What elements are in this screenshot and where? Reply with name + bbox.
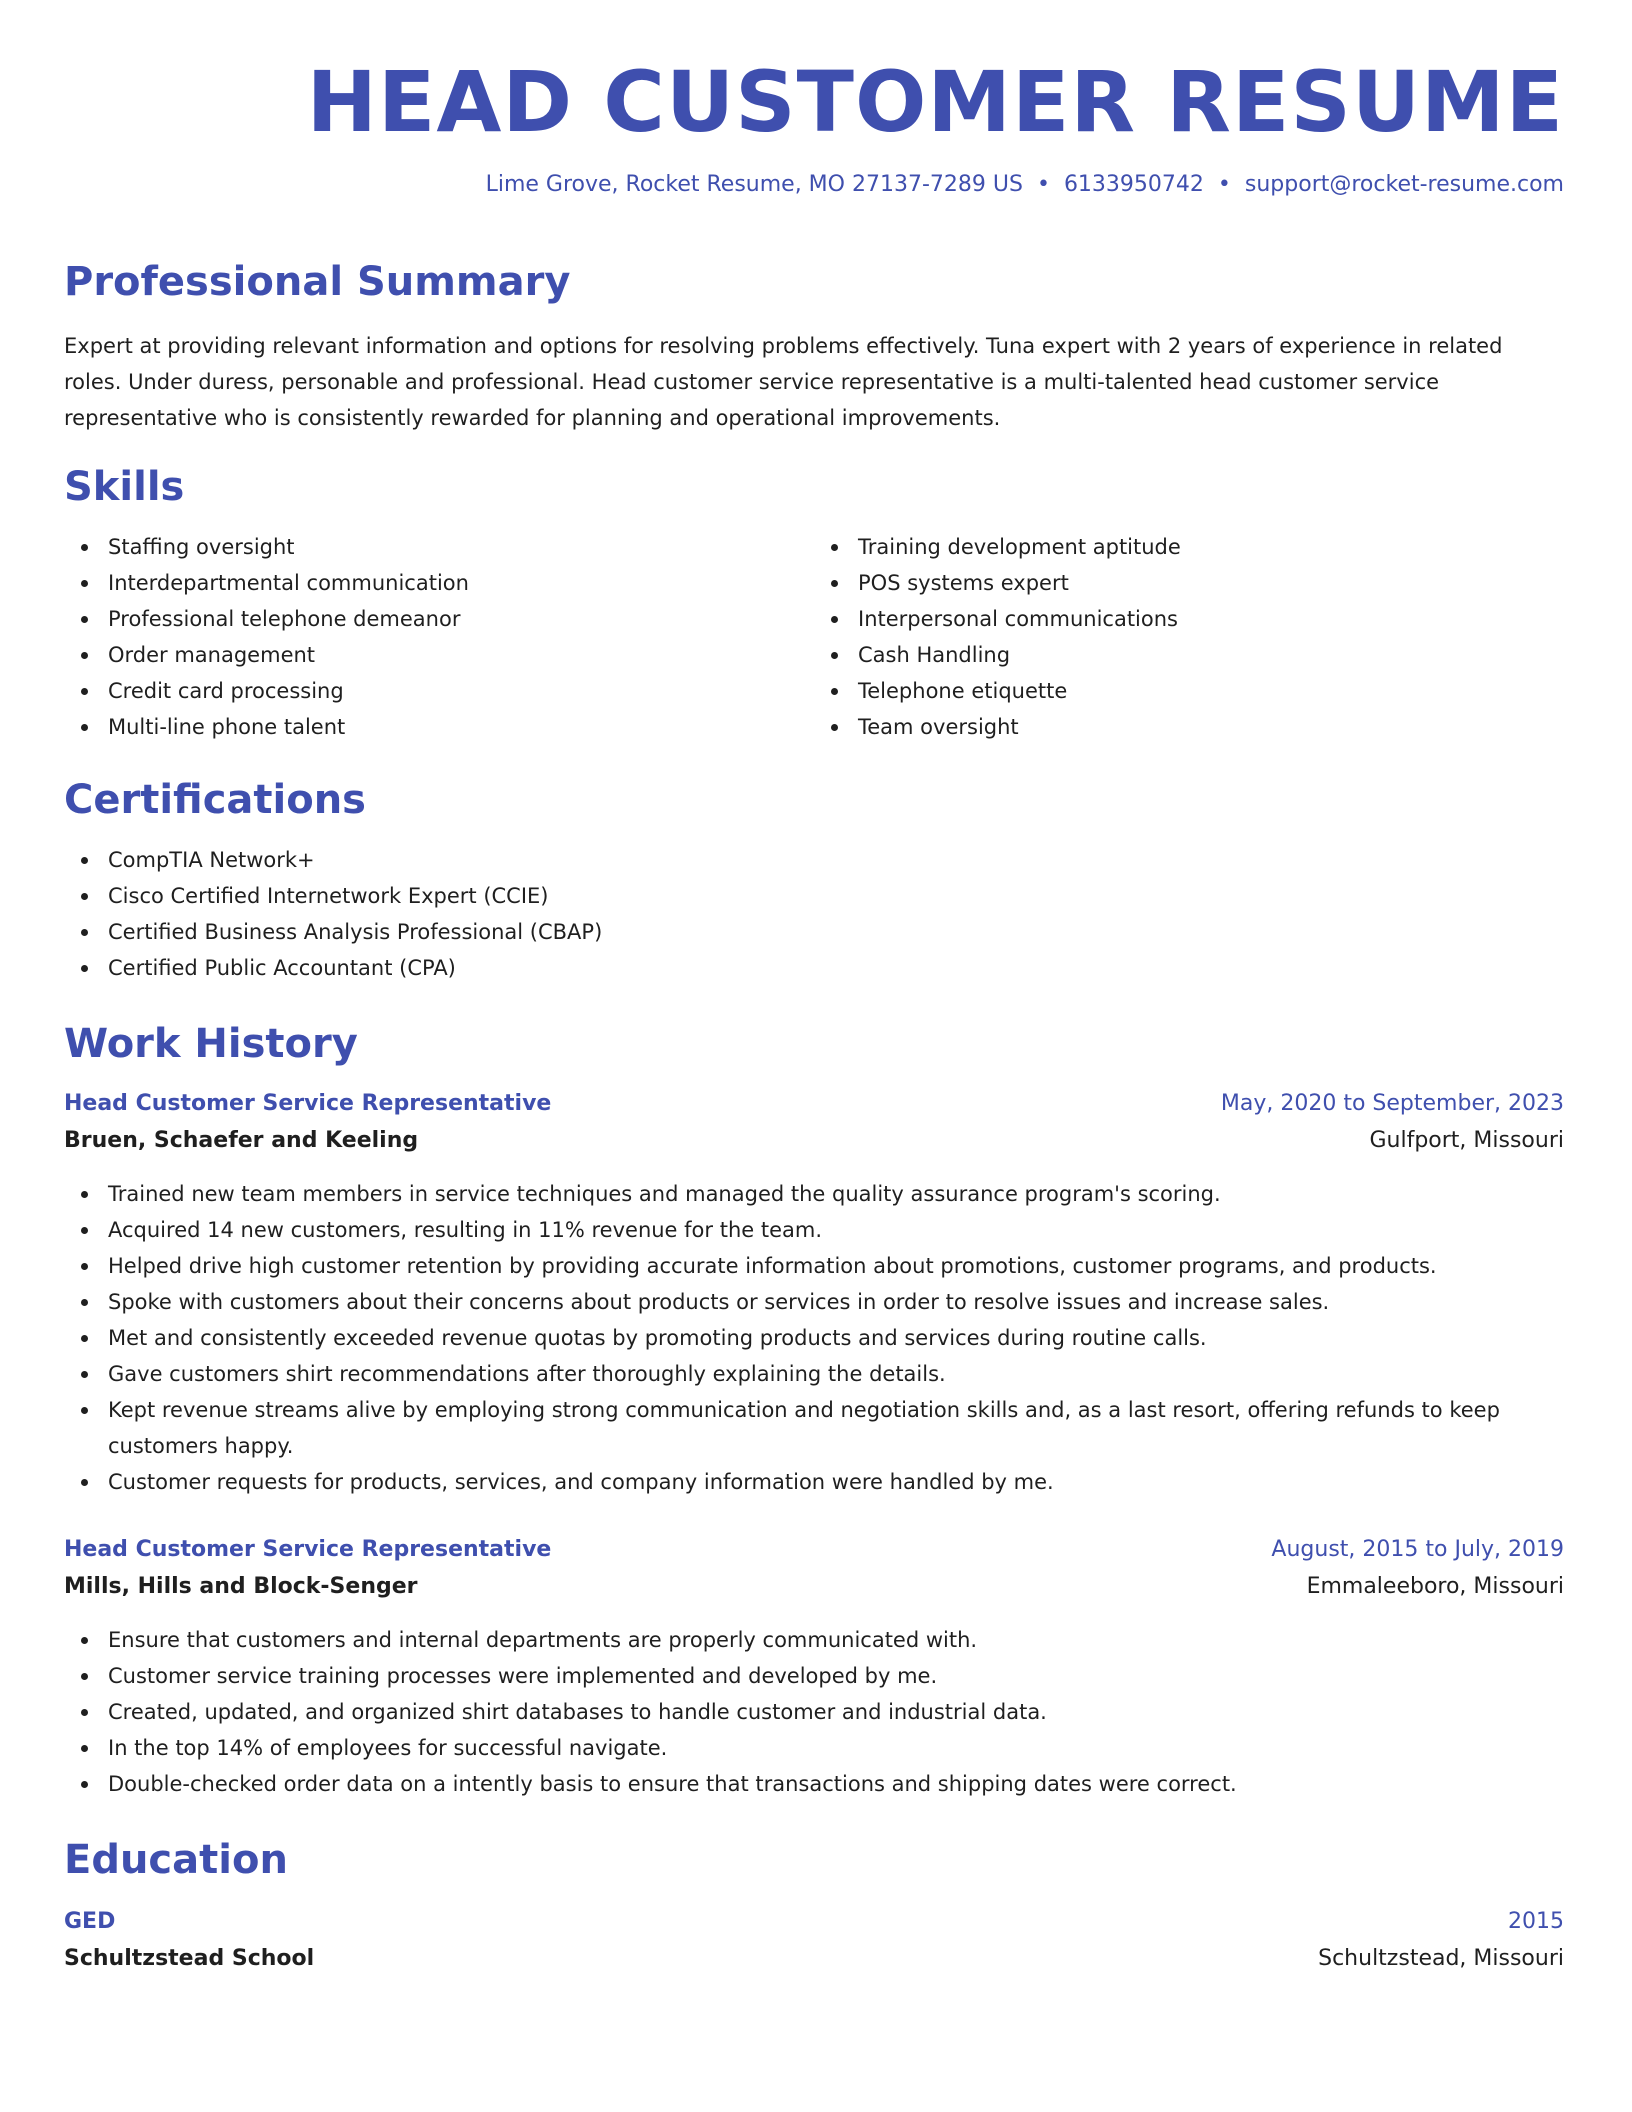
job-subheader <box>64 1122 1564 1160</box>
contact-phone: 6133950742 <box>1063 172 1204 197</box>
job-bullet: Customer requests for products, services, and company information were handled by me. <box>64 1464 1564 1500</box>
skill-item: Training development aptitude <box>814 529 1564 565</box>
certification-item: Cisco Certified Internetwork Expert (CCIE) <box>64 878 1564 914</box>
skill-item: Interpersonal communications <box>814 601 1564 637</box>
job-entry <box>64 1086 1564 1500</box>
job-bullet: Customer service training processes were implemented and developed by me. <box>64 1658 1564 1694</box>
skill-item: Professional telephone demeanor <box>64 601 814 637</box>
certifications-section <box>64 776 1564 986</box>
job-bullet: Double-checked order data on a intently basis to ensure that transactions and shipping dates were correct. <box>64 1766 1564 1802</box>
contact-separator: • <box>1036 172 1050 197</box>
contact-address: Lime Grove, Rocket Resume, MO 27137-7289 US <box>485 172 1023 197</box>
work-history-heading: Work History <box>64 1021 358 1067</box>
education-section <box>64 1836 1564 1978</box>
skill-item: Interdepartmental communication <box>64 565 814 601</box>
skill-item: POS systems expert <box>814 565 1564 601</box>
education-subheader <box>64 1940 1564 1978</box>
contact-line <box>486 170 1564 200</box>
skill-item: Team oversight <box>814 709 1564 745</box>
contact-separator: • <box>1217 172 1231 197</box>
job-dates: May, 2020 to September, 2023 <box>1220 1091 1564 1116</box>
job-bullet: Trained new team members in service techniques and managed the quality assurance program's scoring. <box>64 1176 1564 1212</box>
resume-title: HEAD CUSTOMER RESUME <box>306 53 1564 151</box>
education-school: Schultzstead School <box>64 1946 315 1971</box>
job-bullet: Kept revenue streams alive by employing strong communication and negotiation skills and, as a last resort, offering refunds to keep customers happy. <box>64 1392 1564 1464</box>
skills-columns <box>64 529 1564 745</box>
summary-section <box>64 258 1564 436</box>
education-degree: GED <box>64 1909 116 1934</box>
job-bullet: In the top 14% of employees for successful navigate. <box>64 1730 1564 1766</box>
job-header <box>64 1532 1564 1568</box>
job-bullets <box>64 1176 1564 1500</box>
contact-email[interactable]: support@rocket-resume.com <box>1244 172 1564 197</box>
skills-heading: Skills <box>64 464 185 510</box>
job-dates: August, 2015 to July, 2019 <box>1271 1537 1564 1562</box>
job-bullet: Helped drive high customer retention by providing accurate information about promotions, customer programs, and products. <box>64 1248 1564 1284</box>
certification-item: Certified Business Analysis Professional (CBAP) <box>64 914 1564 950</box>
certification-item: Certified Public Accountant (CPA) <box>64 950 1564 986</box>
job-bullet: Created, updated, and organized shirt databases to handle customer and industrial data. <box>64 1694 1564 1730</box>
certifications-heading: Certifications <box>64 777 366 823</box>
job-company: Mills, Hills and Block-Senger <box>64 1574 418 1599</box>
skill-item: Credit card processing <box>64 673 814 709</box>
job-location: Gulfport, Missouri <box>1369 1128 1564 1153</box>
job-bullet: Met and consistently exceeded revenue quotas by promoting products and services during routine calls. <box>64 1320 1564 1356</box>
education-year: 2015 <box>1508 1909 1564 1934</box>
job-company: Bruen, Schaefer and Keeling <box>64 1128 419 1153</box>
skills-left-column <box>64 529 814 745</box>
summary-heading: Professional Summary <box>64 259 571 305</box>
job-location: Emmaleeboro, Missouri <box>1306 1574 1564 1599</box>
skill-item: Telephone etiquette <box>814 673 1564 709</box>
job-bullets <box>64 1622 1564 1802</box>
job-title: Head Customer Service Representative <box>64 1537 552 1562</box>
job-subheader <box>64 1568 1564 1606</box>
job-title: Head Customer Service Representative <box>64 1091 552 1116</box>
education-heading: Education <box>64 1837 288 1883</box>
education-header <box>64 1904 1564 1940</box>
education-entry <box>64 1904 1564 1978</box>
skill-item: Cash Handling <box>814 637 1564 673</box>
job-bullet: Spoke with customers about their concerns about products or services in order to resolve issues and increase sales. <box>64 1284 1564 1320</box>
summary-text: Expert at providing relevant information and options for resolving problems effectively. Tuna expert with 2 years of experience in related roles. Under duress, personable and professional. Head customer service representative is a multi-talented head customer service representative who is consistently rewarded for planning and operational improvements. <box>64 334 1503 430</box>
skill-item: Multi-line phone talent <box>64 709 814 745</box>
skill-item: Order management <box>64 637 814 673</box>
job-bullet: Gave customers shirt recommendations after thoroughly explaining the details. <box>64 1356 1564 1392</box>
job-bullet: Acquired 14 new customers, resulting in 11% revenue for the team. <box>64 1212 1564 1248</box>
education-location: Schultzstead, Missouri <box>1318 1946 1564 1971</box>
certifications-list <box>64 842 1564 986</box>
job-bullet: Ensure that customers and internal departments are properly communicated with. <box>64 1622 1564 1658</box>
skill-item: Staffing oversight <box>64 529 814 565</box>
work-history-section <box>64 1020 1564 1802</box>
job-entry <box>64 1532 1564 1802</box>
certification-item: CompTIA Network+ <box>64 842 1564 878</box>
job-header <box>64 1086 1564 1122</box>
skills-section <box>64 463 1564 745</box>
skills-right-column <box>814 529 1564 745</box>
